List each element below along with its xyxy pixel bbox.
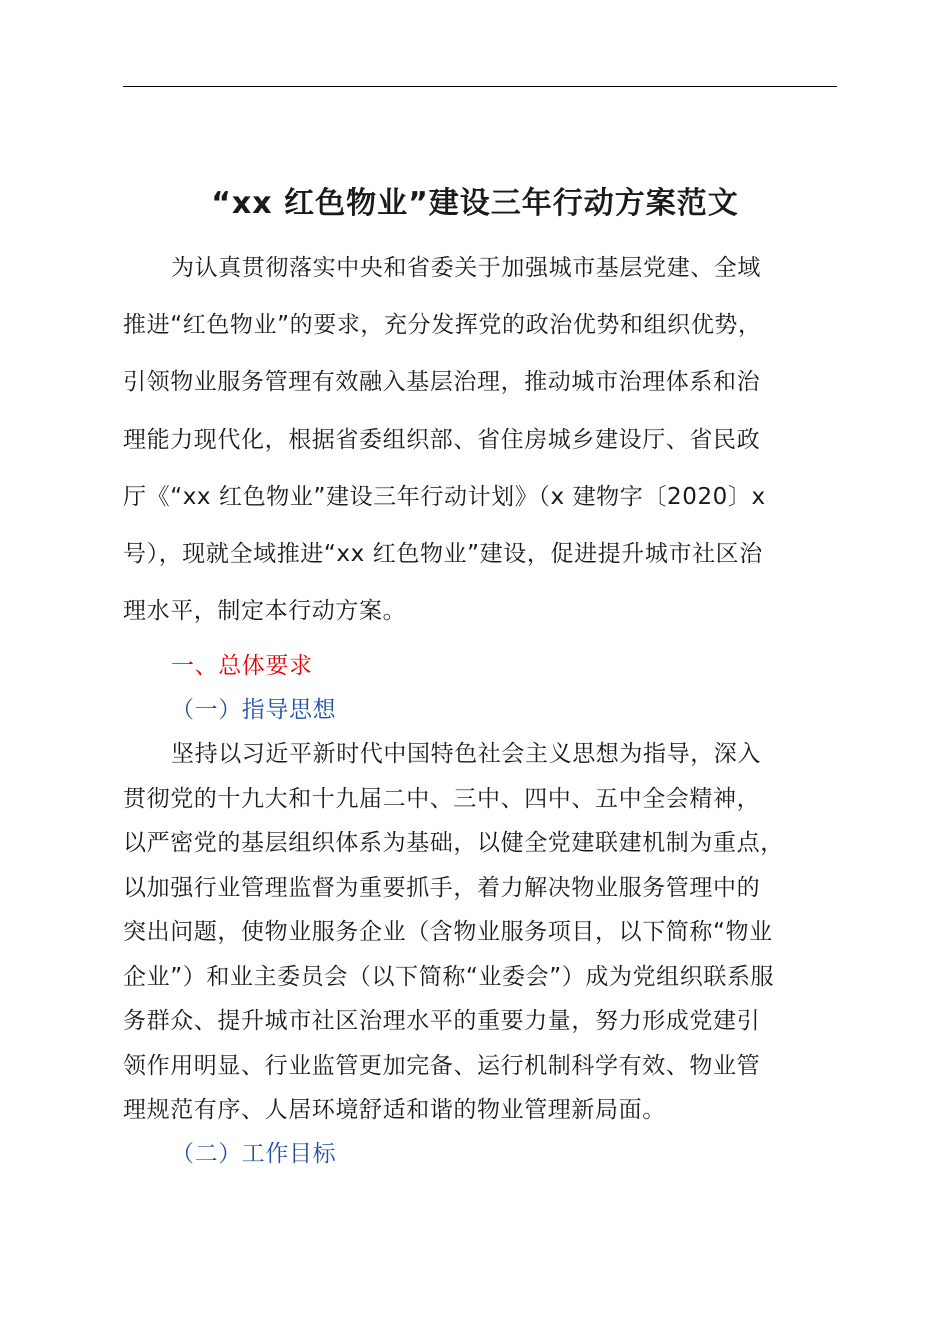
paragraph-line: 务群众、提升城市社区治理水平的重要力量，努力形成党建引 — [123, 1008, 761, 1034]
paragraph-line: 企业”）和业主委员会（以下简称“业委会”）成为党组织联系服 — [123, 963, 775, 990]
paragraph-line: 号），现就全域推进“xx 红色物业”建设，促进提升城市社区治 — [123, 541, 763, 568]
paragraph-line: 以严密党的基层组织体系为基础，以健全党建联建机制为重点， — [123, 830, 784, 856]
paragraph-line: 领作用明显、行业监管更加完备、运行机制科学有效、物业管 — [123, 1052, 761, 1079]
paragraph-line: 厅《“xx 红色物业”建设三年行动计划》（x 建物字〔2020〕x — [123, 483, 766, 510]
paragraph-line: 推进“红色物业”的要求，充分发挥党的政治优势和组织优势， — [123, 312, 762, 339]
guiding-ideology-paragraph — [123, 732, 853, 1133]
subsection-heading-work-goals: （二）工作目标 — [171, 1141, 337, 1167]
intro-paragraph — [123, 240, 853, 640]
paragraph-line: 贯彻党的十九大和十九届二中、三中、四中、五中全会精神， — [123, 785, 761, 812]
document-title-rest: 红色物业”建设三年行动方案范文 — [272, 186, 739, 222]
paragraph-line: 为认真贯彻落实中央和省委关于加强城市基层党建、全域 — [171, 255, 761, 281]
document-title-lead: “xx — [211, 186, 273, 222]
paragraph-line: 理能力现代化，根据省委组织部、省住房城乡建设厅、省民政 — [123, 426, 761, 453]
paragraph-line: 理规范有序、人居环境舒适和谐的物业管理新局面。 — [123, 1097, 666, 1123]
header-rule — [123, 86, 837, 87]
paragraph-line: 坚持以习近平新时代中国特色社会主义思想为指导，深入 — [171, 741, 761, 767]
paragraph-line: 引领物业服务管理有效融入基层治理，推动城市治理体系和治 — [123, 369, 761, 396]
paragraph-line: 理水平，制定本行动方案。 — [123, 598, 407, 625]
paragraph-line: 以加强行业管理监督为重要抓手，着力解决物业服务管理中的 — [123, 874, 761, 901]
document-title — [0, 180, 950, 228]
paragraph-line: 突出问题，使物业服务企业（含物业服务项目，以下简称“物业 — [123, 919, 773, 945]
section-heading-general-requirements: 一、总体要求 — [171, 653, 313, 679]
subsection-heading-guiding-ideology: （一）指导思想 — [171, 697, 337, 723]
